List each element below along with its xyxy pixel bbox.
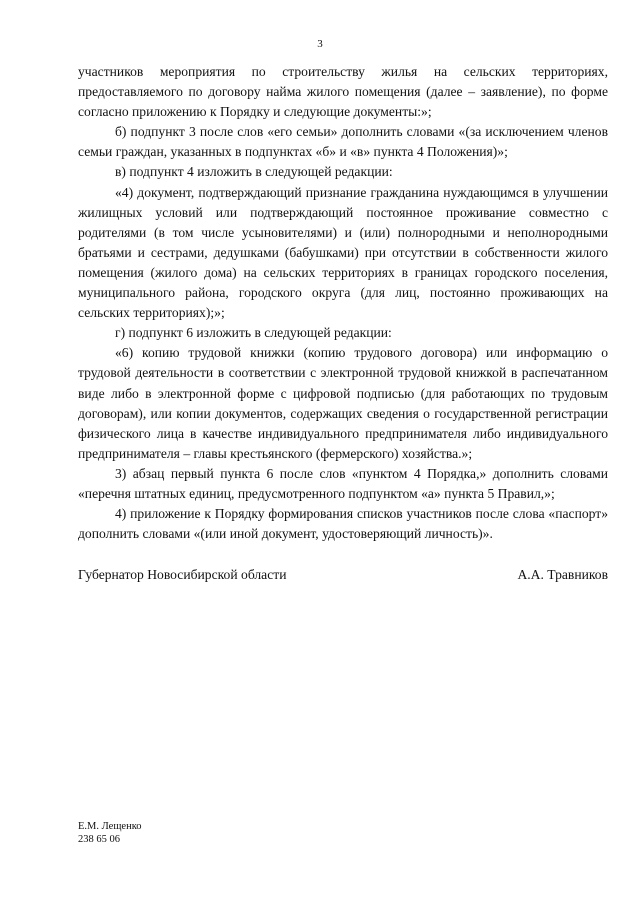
paragraph: в) подпункт 4 изложить в следующей редакции: (115, 164, 393, 180)
paragraph: участников мероприятия по строительству жилья на сельских территориях, предоставляемого по договору найма жилого помещения (далее – заявление), по форме согласно приложению к Порядку и следующие документы:»; (78, 64, 608, 120)
signature-block (78, 565, 608, 585)
paragraph: 3) абзац первый пункта 6 после слов «пунктом 4 Порядка,» дополнить словами «перечня штатных единиц, предусмотренного подпунктом «а» пункта 5 Правил,»; (78, 465, 608, 501)
signatory-position: Губернатор Новосибирской области (78, 567, 287, 582)
page-number: 3 (317, 38, 323, 50)
paragraph: «6) копию трудовой книжки (копию трудового договора) или информацию о трудовой деятельности в соответствии с электронной трудовой книжкой в распечатанном виде либо в электронной форме с цифровой подписью (для работающих по трудовым договорам), или копии документов, содержащих сведения о государственной регистрации физического лица в качестве индивидуального предпринимателя либо индивидуального предпринимателя – главы крестьянского (фермерского) хозяйства.»; (78, 345, 608, 461)
executor-phone: 238 65 06 (78, 834, 120, 845)
paragraph: 4) приложение к Порядку формирования списков участников после слова «паспорт» дополнить словами «(или иной документ, удостоверяющий личность)». (78, 506, 608, 542)
signatory-name: А.А. Травников (517, 567, 608, 582)
paragraph: г) подпункт 6 изложить в следующей редакции: (115, 325, 392, 341)
executor-name: Е.М. Лещенко (78, 821, 142, 832)
executor-block (78, 820, 142, 846)
paragraph: б) подпункт 3 после слов «его семьи» дополнить словами «(за исключением членов семьи граждан, указанных в подпунктах «б» и «в» пункта 4 Положения)»; (78, 124, 608, 160)
document-body (78, 62, 608, 544)
paragraph: «4) документ, подтверждающий признание гражданина нуждающимся в улучшении жилищных условий или подтверждающий постоянное проживание совместно с родителями (в том числе усыновителями) и (или) полнородными и неполнородными братьями и сестрами, дедушками (бабушками) при отсутствии в собственности жилого помещения (жилого дома) на сельских территориях в границах городского поселения, муниципального района, городского округа (для лиц, постоянно проживающих на сельских территориях);»; (78, 184, 608, 321)
